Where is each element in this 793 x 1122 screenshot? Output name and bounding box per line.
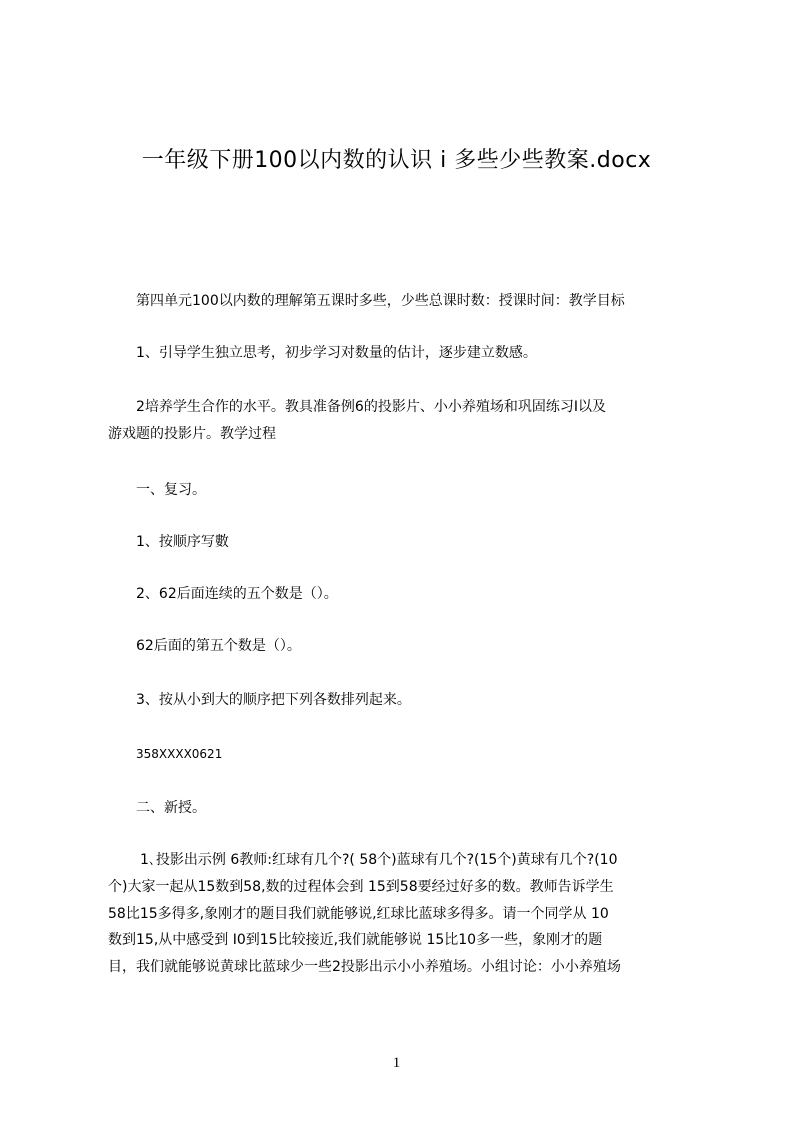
section-review: 一、复习。 [136, 482, 206, 498]
new-para-line-2: 个)大家一起从15数到58,数的过程体会到 15到58要经过好多的数。教师告诉学生 [108, 879, 614, 895]
goal-1: 1、引导学生独立思考，初步学习对数量的估计，逐步建立数感。 [136, 345, 537, 361]
paragraph-intro: 第四单元100以内数的理解第五课时多些，少些总课时数：授课时间：教学目标 [136, 293, 625, 309]
review-2b: 62后面的第五个数是（）。 [136, 638, 301, 654]
goal-2: 2培养学生合作的水平。教具准备例6的投影片、小小养殖场和巩固练习Ⅰ以及 [136, 399, 606, 415]
new-para-line-4: 数到15,从中感受到 I0到15比较接近,我们就能够说 15比10多一些，象刚才的题 [108, 932, 603, 948]
goal-2-cont: 游戏题的投影片。教学过程 [108, 426, 276, 442]
new-para-line-5: 目，我们就能够说黄球比蓝球少一些2投影出示小小养殖场。小组讨论：小小养殖场 [108, 959, 621, 975]
new-para-line-3: 58比15多得多,象刚才的题目我们就能够说,红球比蓝球多得多。请一个同学从 10 [108, 906, 609, 922]
number-sequence: 358XXXX0621 [136, 747, 223, 761]
section-new: 二、新授。 [136, 800, 206, 816]
document-title: 一年级下册100以内数的认识 i 多些少些教案.docx [141, 148, 652, 173]
review-2: 2、62后面连续的五个数是（）。 [136, 586, 338, 602]
page-number: 1 [392, 1055, 401, 1071]
review-1: 1、按顺序写數 [136, 534, 229, 550]
new-para-line-1: 1､投影出示例 6教师:红球有几个?( 58个)蓝球有几个?(15个)黄球有几个?(10 [140, 852, 618, 868]
review-3: 3、按从小到大的顺序把下列各数排列起来。 [136, 692, 411, 708]
